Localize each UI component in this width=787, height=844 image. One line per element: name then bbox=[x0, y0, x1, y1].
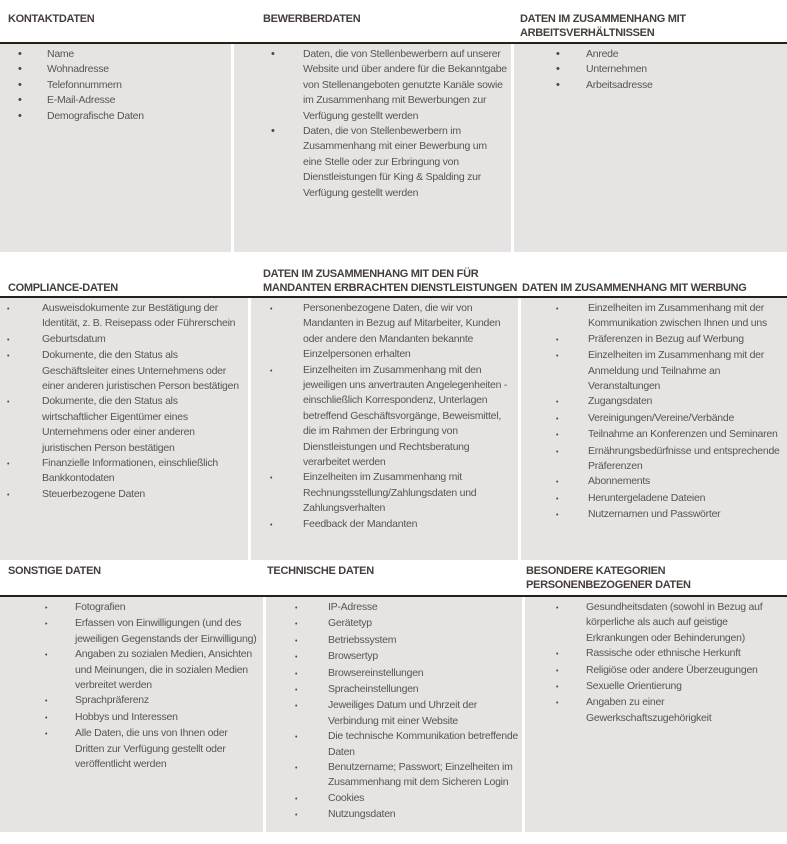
list-item: • Arbeitsadresse bbox=[556, 78, 783, 93]
list-item: • Religiöse oder andere Überzeugungen bbox=[556, 663, 783, 679]
section-list-arbeitsverhaeltnisse bbox=[514, 44, 787, 252]
list-item: • Einzelheiten im Zusammenhang mit Rechnungsstellung/Zahlungsdaten und Zahlungsverhalten bbox=[270, 470, 514, 516]
list-item: • Angaben zu sozialen Medien, Ansichten und Meinungen, die in sozialen Medien verbreitet werden bbox=[45, 647, 259, 693]
bullet-icon bbox=[556, 62, 586, 77]
list-item: • Daten, die von Stellenbewerbern im Zusammenhang mit einer Bewerbung um eine Stelle oder zur Erbringung von Dienstleistungen für King & Spalding zur Verfügung gestellt werden bbox=[271, 124, 507, 201]
bullet-icon bbox=[556, 394, 588, 410]
bullet-icon bbox=[556, 663, 586, 679]
bullet-icon bbox=[7, 456, 42, 472]
list-item: • Telefonnummern bbox=[18, 78, 227, 93]
section-header-sonstige-daten bbox=[0, 560, 263, 597]
bullet-icon bbox=[556, 507, 588, 523]
bullet-icon bbox=[45, 600, 75, 616]
list-item: • Feedback der Mandanten bbox=[270, 517, 514, 533]
bullet-icon bbox=[270, 517, 303, 533]
list-item: • Geburtsdatum bbox=[7, 332, 244, 348]
list-item: • Dokumente, die den Status als Geschäftsleiter eines Unternehmens oder einer anderen juristischen Person bestätigen bbox=[7, 348, 244, 394]
bullet-icon bbox=[556, 444, 588, 460]
bullet-icon bbox=[295, 616, 328, 632]
list-item: • Teilnahme an Konferenzen und Seminaren bbox=[556, 427, 783, 443]
list-item: • Wohnadresse bbox=[18, 62, 227, 77]
list-item: • Ernährungsbedürfnisse und entsprechende Präferenzen bbox=[556, 444, 783, 475]
list-item: • Alle Daten, die uns von Ihnen oder Dritten zur Verfügung gestellt oder veröffentlicht werden bbox=[45, 726, 259, 772]
bullet-icon bbox=[7, 394, 42, 410]
bullet-icon bbox=[45, 616, 75, 632]
data-list bbox=[525, 600, 787, 726]
section-header-werbung bbox=[521, 252, 787, 298]
section-list-besondere-kategorien bbox=[525, 597, 787, 832]
bullet-icon bbox=[270, 301, 303, 317]
bullet-icon bbox=[295, 682, 328, 698]
list-item: • Sexuelle Orientierung bbox=[556, 679, 783, 695]
section-title: COMPLIANCE-DATEN bbox=[8, 281, 118, 294]
bullet-icon bbox=[295, 666, 328, 682]
bullet-icon bbox=[18, 109, 47, 124]
data-list bbox=[0, 47, 231, 124]
data-list bbox=[0, 600, 263, 772]
bullet-icon bbox=[7, 348, 42, 364]
list-item: • Nutzungsdaten bbox=[295, 807, 518, 823]
list-item: • Personenbezogene Daten, die wir von Mandanten in Bezug auf Mitarbeiter, Kunden oder andere den Mandanten bekannte Einzelpersonen erhalten bbox=[270, 301, 514, 363]
list-item: • Nutzernamen und Passwörter bbox=[556, 507, 783, 523]
list-item: • Einzelheiten im Zusammenhang mit der Anmeldung und Teilnahme an Veranstaltungen bbox=[556, 348, 783, 394]
bullet-icon bbox=[45, 726, 75, 742]
list-item: • Abonnements bbox=[556, 474, 783, 490]
section-list-werbung bbox=[521, 298, 787, 560]
section-title: DATEN IM ZUSAMMENHANG MIT ARBEITSVERHÄLTNISSEN bbox=[520, 13, 686, 39]
section-title: BESONDERE KATEGORIEN PERSONENBEZOGENER DATEN bbox=[526, 565, 691, 591]
list-item: • Betriebssystem bbox=[295, 633, 518, 649]
bullet-icon bbox=[556, 427, 588, 443]
band-3 bbox=[0, 560, 787, 832]
list-item: • Gesundheitsdaten (sowohl in Bezug auf körperliche als auch auf geistige Erkrankungen oder Behinderungen) bbox=[556, 600, 783, 646]
section-title: DATEN IM ZUSAMMENHANG MIT DEN FÜR MANDANTEN ERBRACHTEN DIENSTLEISTUNGEN bbox=[263, 268, 518, 294]
data-list bbox=[521, 301, 787, 524]
band-2 bbox=[0, 252, 787, 560]
list-item: • Heruntergeladene Dateien bbox=[556, 491, 783, 507]
bullet-icon bbox=[556, 411, 588, 427]
list-item: • Browsereinstellungen bbox=[295, 666, 518, 682]
list-item: • Einzelheiten im Zusammenhang mit den jeweiligen uns anvertrauten Angelegenheiten - einschließlich Korrespondenz, Unterlagen betreffend Geschäftsvorgänge, Beweismittel, die im Rahmen der Erbringung von Dienstleistungen und Rechtsberatung verarbeitet werden bbox=[270, 363, 514, 471]
bullet-icon bbox=[45, 693, 75, 709]
bullet-icon bbox=[18, 78, 47, 93]
list-item: • Die technische Kommunikation betreffende Daten bbox=[295, 729, 518, 760]
bullet-icon bbox=[295, 791, 328, 807]
bullet-icon bbox=[271, 47, 303, 62]
list-item: • Angaben zu einer Gewerkschaftszugehörigkeit bbox=[556, 695, 783, 726]
section-header-compliance-daten bbox=[0, 252, 248, 298]
bullet-icon bbox=[556, 47, 586, 62]
list-item: • Sprachpräferenz bbox=[45, 693, 259, 709]
data-list bbox=[514, 47, 787, 93]
list-item: • Rassische oder ethnische Herkunft bbox=[556, 646, 783, 662]
section-title: TECHNISCHE DATEN bbox=[267, 565, 374, 577]
bullet-icon bbox=[556, 332, 588, 348]
section-list-compliance-daten bbox=[0, 298, 248, 560]
bullet-icon bbox=[271, 124, 303, 139]
list-item: • Finanzielle Informationen, einschließlich Bankkontodaten bbox=[7, 456, 244, 487]
bullet-icon bbox=[295, 760, 328, 776]
list-item: • Fotografien bbox=[45, 600, 259, 616]
list-item: • Anrede bbox=[556, 47, 783, 62]
bullet-icon bbox=[270, 470, 303, 486]
section-list-technische-daten bbox=[266, 597, 522, 832]
section-title: DATEN IM ZUSAMMENHANG MIT WERBUNG bbox=[522, 281, 747, 294]
section-list-kontaktdaten bbox=[0, 44, 231, 252]
list-item: • Daten, die von Stellenbewerbern auf unserer Website und über andere für die Bekanntgabe von Stellenangeboten genutzte Kanäle sowie im Zusammenhang mit Bewerbungen zur Verfügung gestellt werden bbox=[271, 47, 507, 124]
list-item: • Demografische Daten bbox=[18, 109, 227, 124]
bullet-icon bbox=[295, 600, 328, 616]
bullet-icon bbox=[295, 649, 328, 665]
list-item: • IP-Adresse bbox=[295, 600, 518, 616]
bullet-icon bbox=[556, 301, 588, 317]
bullet-icon bbox=[270, 363, 303, 379]
list-item: • E-Mail-Adresse bbox=[18, 93, 227, 108]
list-item: • Cookies bbox=[295, 791, 518, 807]
list-item: • Erfassen von Einwilligungen (und des jeweiligen Gegenstands der Einwilligung) bbox=[45, 616, 259, 647]
section-header-arbeitsverhaeltnisse bbox=[514, 8, 787, 44]
bullet-icon bbox=[295, 729, 328, 745]
bullet-icon bbox=[7, 301, 42, 317]
list-item: • Zugangsdaten bbox=[556, 394, 783, 410]
bullet-icon bbox=[18, 47, 47, 62]
bullet-icon bbox=[295, 698, 328, 714]
list-item: • Gerätetyp bbox=[295, 616, 518, 632]
list-item: • Vereinigungen/Vereine/Verbände bbox=[556, 411, 783, 427]
bullet-icon bbox=[7, 487, 42, 503]
list-item: • Steuerbezogene Daten bbox=[7, 487, 244, 503]
list-item: • Dokumente, die den Status als wirtschaftlicher Eigentümer eines Unternehmens oder einer anderen juristischen Person bestätigen bbox=[7, 394, 244, 456]
bullet-icon bbox=[556, 78, 586, 93]
bullet-icon bbox=[18, 93, 47, 108]
bullet-icon bbox=[556, 695, 586, 711]
section-title: KONTAKTDATEN bbox=[8, 13, 95, 25]
section-title: BEWERBERDATEN bbox=[263, 13, 361, 25]
list-item: • Name bbox=[18, 47, 227, 62]
band-1 bbox=[0, 8, 787, 252]
bullet-icon bbox=[556, 348, 588, 364]
section-header-mandanten-dienstleistungen bbox=[251, 252, 518, 298]
bullet-icon bbox=[556, 491, 588, 507]
list-item: • Ausweisdokumente zur Bestätigung der Identität, z. B. Reisepass oder Führerschein bbox=[7, 301, 244, 332]
list-item: • Unternehmen bbox=[556, 62, 783, 77]
bullet-icon bbox=[45, 647, 75, 663]
section-header-technische-daten bbox=[266, 560, 522, 597]
list-item: • Spracheinstellungen bbox=[295, 682, 518, 698]
list-item: • Benutzername; Passwort; Einzelheiten im Zusammenhang mit dem Sicheren Login bbox=[295, 760, 518, 791]
data-list bbox=[266, 600, 522, 824]
list-item: • Browsertyp bbox=[295, 649, 518, 665]
bullet-icon bbox=[295, 807, 328, 823]
section-list-bewerberdaten bbox=[234, 44, 511, 252]
bullet-icon bbox=[556, 600, 586, 616]
section-list-mandanten-dienstleistungen bbox=[251, 298, 518, 560]
data-list bbox=[251, 301, 518, 533]
bullet-icon bbox=[556, 474, 588, 490]
bullet-icon bbox=[18, 62, 47, 77]
data-list bbox=[234, 47, 511, 201]
section-header-besondere-kategorien bbox=[525, 560, 787, 597]
section-header-kontaktdaten bbox=[0, 8, 231, 44]
list-item: • Präferenzen in Bezug auf Werbung bbox=[556, 332, 783, 348]
bullet-icon bbox=[7, 332, 42, 348]
bullet-icon bbox=[556, 646, 586, 662]
data-list bbox=[0, 301, 248, 503]
section-title: SONSTIGE DATEN bbox=[8, 565, 101, 577]
list-item: • Hobbys und Interessen bbox=[45, 710, 259, 726]
list-item: • Einzelheiten im Zusammenhang mit der Kommunikation zwischen Ihnen und uns bbox=[556, 301, 783, 332]
bullet-icon bbox=[45, 710, 75, 726]
bullet-icon bbox=[556, 679, 586, 695]
section-list-sonstige-daten bbox=[0, 597, 263, 832]
list-item: • Jeweiliges Datum und Uhrzeit der Verbindung mit einer Website bbox=[295, 698, 518, 729]
section-header-bewerberdaten bbox=[234, 8, 511, 44]
bullet-icon bbox=[295, 633, 328, 649]
